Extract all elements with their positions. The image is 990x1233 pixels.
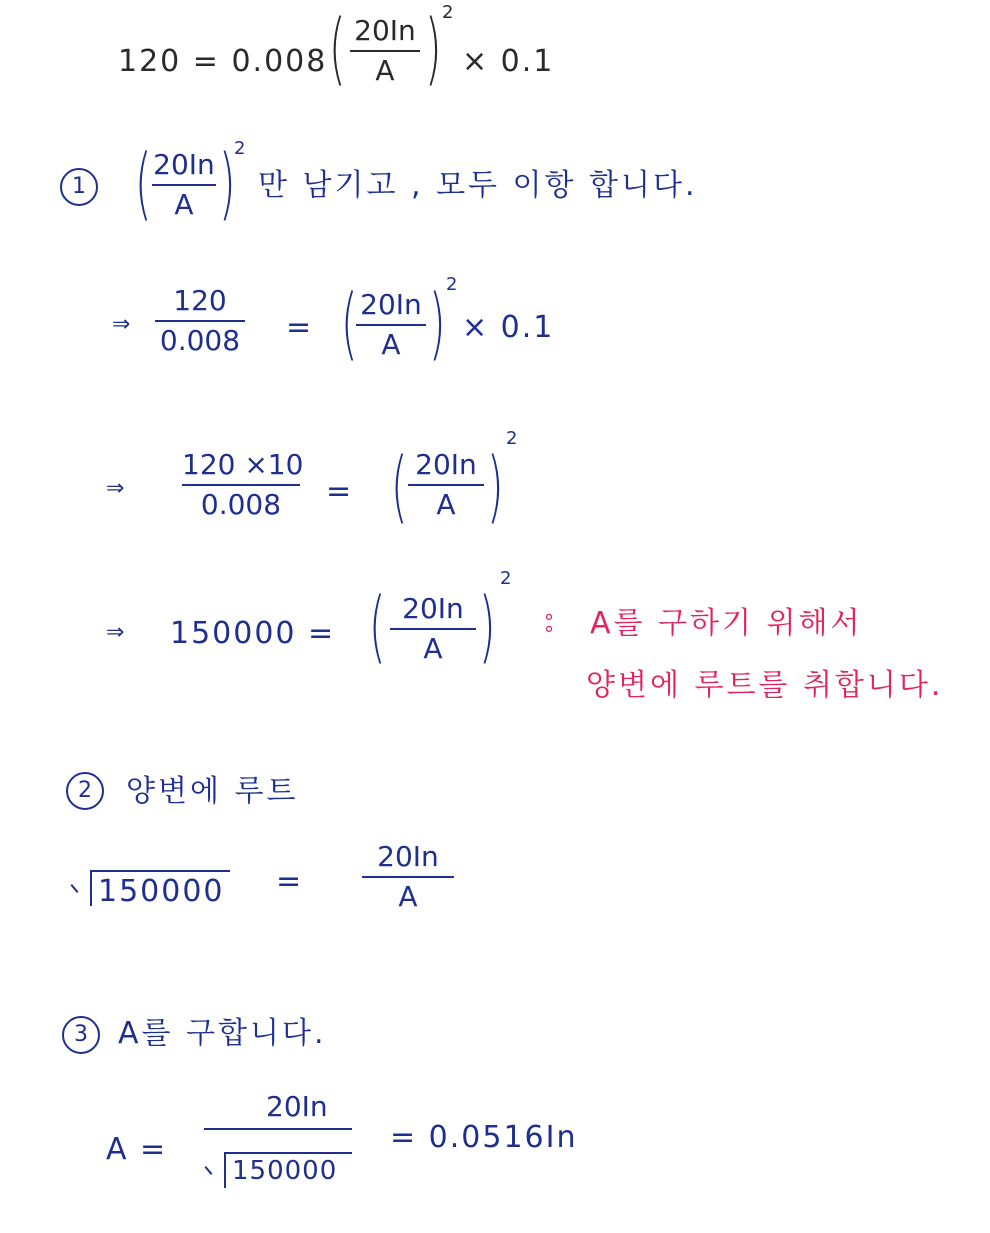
step3-square-root: [206, 1138, 356, 1194]
line1-exponent: 2: [446, 274, 458, 295]
step2-equals: =: [276, 864, 304, 899]
step2-radicand: 150000: [98, 874, 225, 909]
line1-rhs-fraction: [356, 288, 426, 362]
fraction-bar: [362, 876, 454, 878]
line2-left-paren: (: [390, 442, 408, 532]
line3-exponent: 2: [500, 568, 512, 589]
line2-rhs-fraction: [408, 448, 484, 522]
line3-rhs-denominator: A: [423, 632, 443, 665]
fraction-bar: [408, 484, 484, 486]
step2-fraction: [362, 840, 454, 914]
line2-lhs-numerator: 120 ×10: [182, 448, 304, 481]
line2-right-paren: ): [486, 442, 504, 532]
line2-lhs-denominator: 0.008: [200, 488, 282, 521]
top-fraction-denominator: A: [375, 54, 395, 87]
step1-number: 1: [60, 168, 98, 206]
line2-lhs-fraction: [182, 448, 304, 522]
note-line2: 양변에 루트를 취합니다.: [586, 668, 944, 703]
fraction-bar: [204, 1128, 352, 1130]
step2-number: 2: [66, 772, 104, 810]
top-equation-rhs: × 0.1: [462, 44, 555, 79]
top-exponent: 2: [442, 2, 454, 23]
implies-arrow-icon: ⇒: [112, 312, 131, 337]
line1-right-paren: ): [428, 279, 446, 369]
fraction-bar: [350, 50, 420, 52]
line3-lhs: 150000 =: [170, 616, 336, 651]
line1-rhs-denominator: A: [381, 328, 401, 361]
step1-fraction-denominator: A: [174, 188, 194, 221]
step1-fraction-numerator: 20In: [153, 148, 215, 181]
step2-square-root: [72, 856, 232, 916]
line3-left-paren: (: [368, 582, 386, 672]
top-fraction: [350, 14, 420, 88]
line2-equals: =: [326, 474, 354, 509]
radical-sign-icon: [206, 1152, 226, 1188]
step3-rhs: = 0.0516In: [390, 1120, 578, 1155]
line3-right-paren: ): [478, 582, 496, 672]
line2-rhs-denominator: A: [436, 488, 456, 521]
top-left-paren: (: [328, 4, 346, 94]
step3-radicand: 150000: [232, 1156, 338, 1186]
step1-right-paren: ): [218, 139, 236, 229]
step1-left-paren: (: [134, 139, 152, 229]
step3-number: 3: [62, 1016, 100, 1054]
step3-text: A를 구합니다.: [118, 1016, 327, 1051]
implies-arrow-icon: ⇒: [106, 476, 125, 501]
step2-fraction-numerator: 20In: [377, 840, 439, 873]
note-marker: °°: [544, 610, 554, 646]
top-equation-lhs: 120 = 0.008: [118, 44, 328, 79]
fraction-bar: [356, 324, 426, 326]
line2-rhs-numerator: 20In: [415, 448, 477, 481]
fraction-bar: [182, 484, 300, 486]
fraction-bar: [155, 320, 245, 322]
step1-fraction: [152, 148, 216, 222]
implies-arrow-icon: ⇒: [106, 620, 125, 645]
fraction-bar: [152, 184, 216, 186]
line1-lhs-denominator: 0.008: [159, 324, 241, 357]
step2-text: 양변에 루트: [126, 774, 299, 809]
fraction-bar: [390, 628, 476, 630]
top-right-paren: ): [424, 4, 442, 94]
line1-lhs-fraction: [155, 284, 245, 358]
line1-equals: =: [286, 310, 314, 345]
line1-rhs-numerator: 20In: [360, 288, 422, 321]
radical-sign-icon: [72, 870, 92, 906]
radical-overline: [90, 870, 230, 872]
line3-rhs-fraction: [390, 592, 476, 666]
top-fraction-numerator: 20In: [354, 14, 416, 47]
step1-exponent: 2: [234, 138, 246, 159]
line1-left-paren: (: [340, 279, 358, 369]
line3-rhs-numerator: 20In: [402, 592, 464, 625]
line1-rhs: × 0.1: [462, 310, 555, 345]
step3-lhs: A =: [106, 1132, 168, 1167]
step1-text: 만 남기고 , 모두 이항 합니다.: [258, 168, 698, 203]
note-line1: A를 구하기 위해서: [590, 606, 863, 641]
radical-overline: [224, 1152, 352, 1154]
step2-fraction-denominator: A: [398, 880, 418, 913]
line2-exponent: 2: [506, 428, 518, 449]
step3-fraction-numerator: 20In: [266, 1090, 328, 1123]
line1-lhs-numerator: 120: [173, 284, 227, 317]
